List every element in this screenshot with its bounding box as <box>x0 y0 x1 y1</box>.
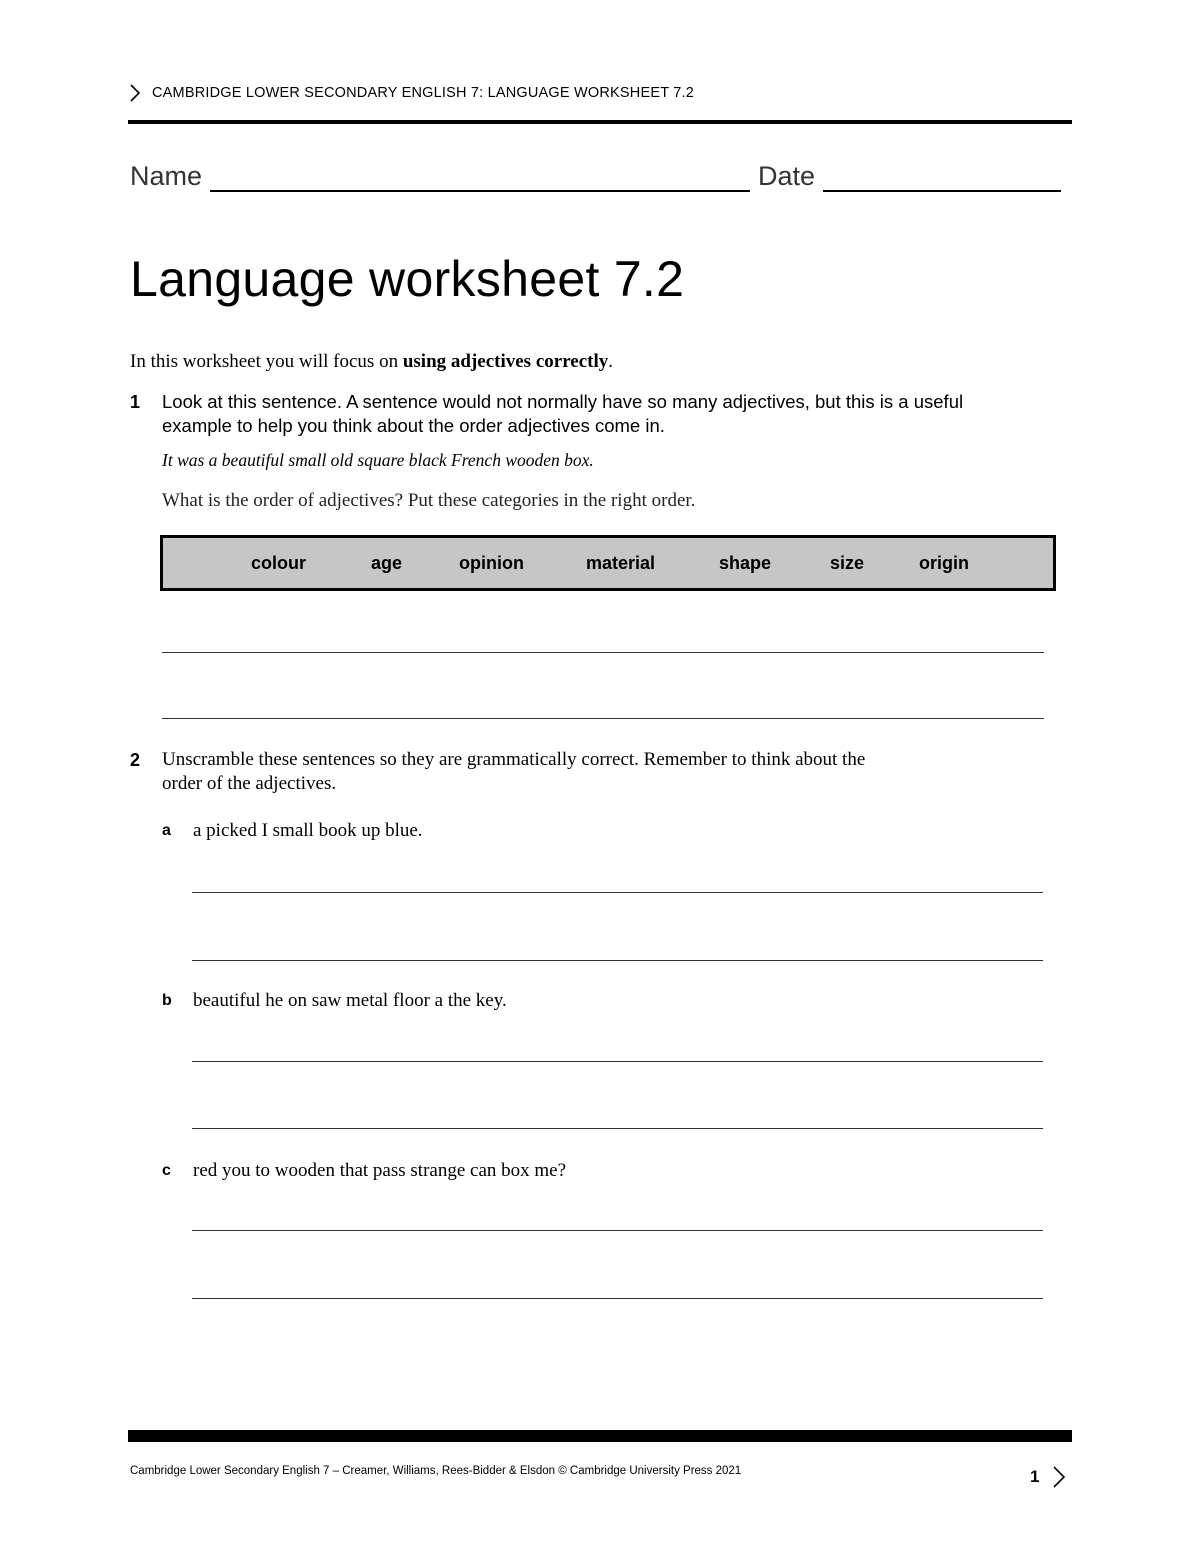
question-2-prompt-line-2: order of the adjectives. <box>162 773 337 794</box>
page-number: 1 <box>1030 1467 1040 1486</box>
running-header <box>130 84 694 102</box>
category-size: size <box>830 553 865 573</box>
category-origin: origin <box>919 553 969 573</box>
category-shape: shape <box>719 553 772 573</box>
header-rule <box>128 120 1072 124</box>
item-a-text: a picked I small book up blue. <box>193 820 423 841</box>
name-label: Name <box>130 161 203 191</box>
question-2-number: 2 <box>130 750 141 770</box>
chevron-right-icon[interactable] <box>1053 1466 1065 1488</box>
category-material: material <box>586 553 656 573</box>
running-title: CAMBRIDGE LOWER SECONDARY ENGLISH 7: LANGUAGE WORKSHEET 7.2 <box>152 85 694 101</box>
question-1-prompt-line-1: Look at this sentence. A sentence would not normally have so many adjectives, but this is a useful <box>162 391 964 412</box>
question-1-number: 1 <box>130 392 141 412</box>
answer-line[interactable] <box>192 960 1043 961</box>
answer-line[interactable] <box>162 652 1044 653</box>
question-2-prompt <box>162 748 865 796</box>
date-label: Date <box>758 161 816 191</box>
intro-before: In this worksheet you will focus on <box>130 351 403 372</box>
date-field[interactable] <box>823 160 1061 192</box>
answer-line[interactable] <box>162 718 1044 719</box>
answer-line[interactable] <box>192 1298 1043 1299</box>
question-2-prompt-line-1: Unscramble these sentences so they are grammatically correct. Remember to think about the <box>162 749 866 770</box>
intro-text <box>130 351 613 373</box>
answer-line[interactable] <box>192 1230 1043 1231</box>
item-b-text: beautiful he on saw metal floor a the key. <box>193 990 507 1011</box>
answer-line[interactable] <box>192 1061 1043 1062</box>
item-a-letter: a <box>162 822 171 839</box>
item-c-text: red you to wooden that pass strange can box me? <box>193 1160 567 1181</box>
question-1-prompt-line-2: example to help you think about the order adjectives come in. <box>162 415 665 436</box>
example-sentence: It was a beautiful small old square black French wooden box. <box>162 450 594 470</box>
intro-after: . <box>608 351 614 372</box>
category-colour: colour <box>251 553 307 573</box>
question-1-prompt <box>162 390 963 438</box>
category-box <box>160 535 1056 591</box>
category-age: age <box>371 553 403 573</box>
name-field[interactable] <box>210 160 750 192</box>
question-1-instruction: What is the order of adjectives? Put these categories in the right order. <box>162 490 696 511</box>
answer-line[interactable] <box>192 892 1043 893</box>
chevron-right-icon <box>130 84 140 102</box>
intro-bold: using adjectives correctly <box>402 351 609 372</box>
page-title: Language worksheet 7.2 <box>130 251 685 307</box>
answer-line[interactable] <box>192 1128 1043 1129</box>
footer-rule <box>128 1430 1072 1442</box>
footer-credit: Cambridge Lower Secondary English 7 – Creamer, Williams, Rees-Bidder & Elsdon © Cambridge University Press 2021 <box>130 1465 742 1477</box>
page-number-block <box>1030 1466 1065 1488</box>
item-b-letter: b <box>162 992 172 1009</box>
category-opinion: opinion <box>459 553 524 573</box>
item-c-letter: c <box>162 1162 171 1179</box>
name-date-row <box>130 160 1072 192</box>
